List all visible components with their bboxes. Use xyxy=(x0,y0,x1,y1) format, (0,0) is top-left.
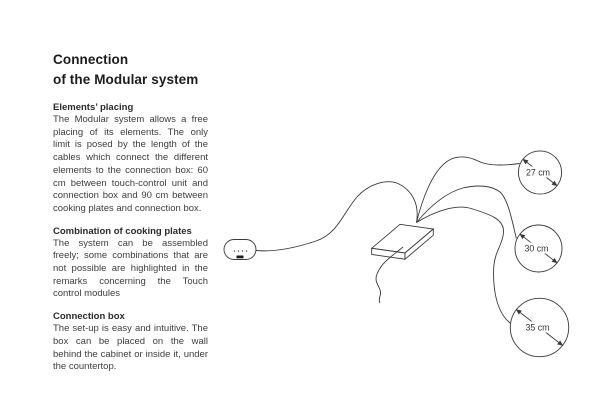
cooking-plate-30-cm xyxy=(515,225,562,272)
touch-control-display xyxy=(237,256,244,259)
touch-control-dot xyxy=(246,250,248,252)
cooking-plates xyxy=(510,151,568,357)
touch-control-dot xyxy=(242,250,244,252)
plate-diameter-label: 27 cm xyxy=(526,167,550,178)
touch-control-dot xyxy=(238,250,240,252)
section-body: The Modular system allows a free placing of its elements. The only limit is posed by the length of the cables which connect the different elements to the connection box: 60 cm between touch-control unit and connection box and 90 cm between cooking plates and connection box. xyxy=(53,114,208,214)
connection-box xyxy=(372,224,434,259)
section-body: The set-up is easy and intuitive. The box can be placed on the wall behind the cabinet or inside it, under the countertop. xyxy=(53,323,208,373)
cooking-plate-35-cm xyxy=(510,298,568,356)
section-heading: Combination of cooking plates xyxy=(53,225,192,237)
touch-control-dot xyxy=(234,250,236,252)
section-heading: Connection box xyxy=(53,311,125,323)
touch-control-unit xyxy=(224,240,256,260)
section-body: The system can be assembled freely; some combinations that are not possible are highlighted in the remarks concerning the Touch control modules xyxy=(53,237,208,300)
cooking-plate-27-cm xyxy=(518,151,561,194)
page-title-line1: Connection xyxy=(53,52,129,67)
cable-box-to-plate-35 xyxy=(417,207,511,323)
page-title-line2: of the Modular system xyxy=(53,72,199,87)
plate-diameter-label: 35 cm xyxy=(525,322,550,333)
plate-diameter-label: 30 cm xyxy=(524,243,549,254)
cable-box-to-plate-27 xyxy=(417,157,520,223)
section-heading: Elements’ placing xyxy=(53,102,134,113)
